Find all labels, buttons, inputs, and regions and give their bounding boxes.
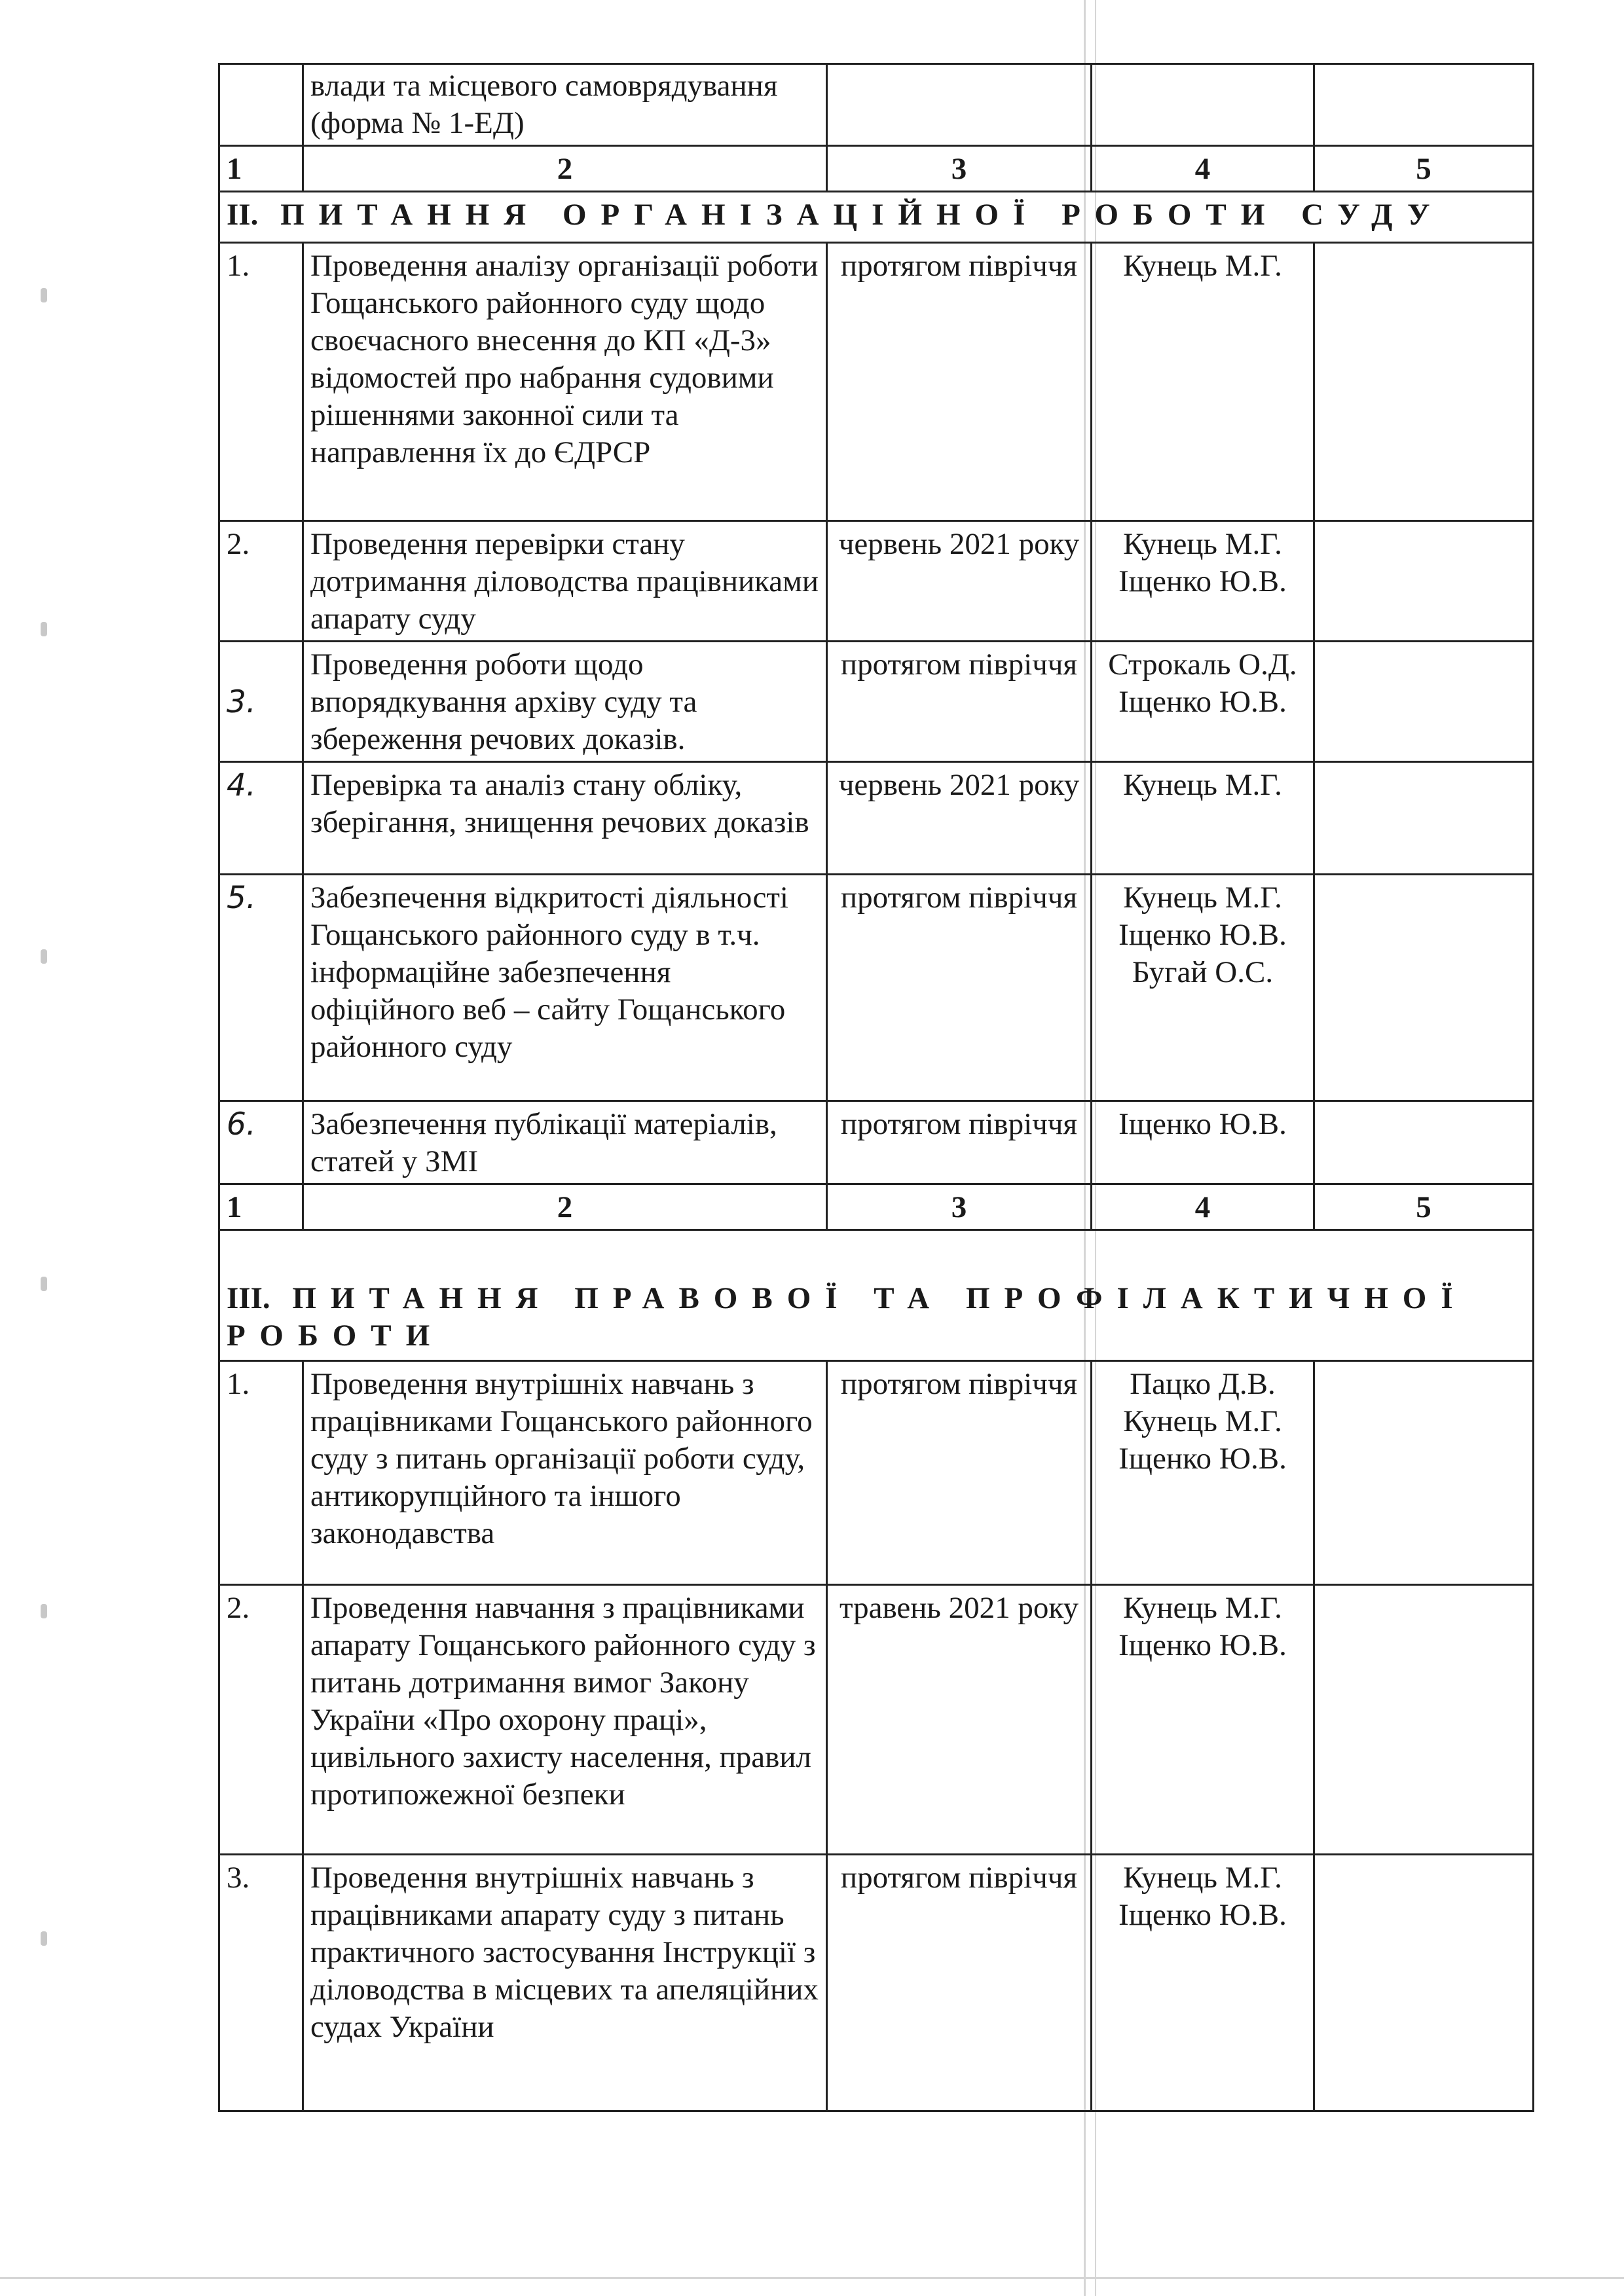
responsible-person: Бугай О.С.: [1132, 955, 1274, 989]
cell-description: Перевірка та аналіз стану обліку, зберігання, знищення речових доказів: [303, 762, 827, 875]
cell-term: протягом півріччя: [827, 1101, 1092, 1184]
cell-number: 2.: [219, 521, 303, 642]
responsible-person: Кунець М.Г.: [1123, 881, 1282, 915]
cell-note: [1314, 1855, 1534, 2111]
section-heading-row: [219, 192, 1534, 243]
responsible-person: Іщенко Ю.В.: [1118, 564, 1287, 598]
cell-term: травень 2021 року: [827, 1585, 1092, 1855]
table-row: [219, 521, 1534, 642]
responsible-person: Іщенко Ю.В.: [1118, 1442, 1287, 1476]
column-number: 5: [1314, 1184, 1534, 1230]
cell-responsible: [1092, 1585, 1314, 1855]
cell-number: 2.: [219, 1585, 303, 1855]
column-number: 3: [827, 1184, 1092, 1230]
column-number: 1: [219, 146, 303, 192]
responsible-person: Строкаль О.Д.: [1108, 647, 1297, 682]
work-plan-table: [218, 63, 1534, 2112]
column-numbers-row: [219, 146, 1534, 192]
cell-term: червень 2021 року: [827, 762, 1092, 875]
cell-number: [219, 64, 303, 146]
section-heading-row: [219, 1230, 1534, 1361]
cell-note: [1314, 1361, 1534, 1585]
cell-note: [1314, 1585, 1534, 1855]
responsible-person: Іщенко Ю.В.: [1118, 918, 1287, 952]
margin-mark: [41, 1604, 47, 1618]
responsible-person: Іщенко Ю.В.: [1118, 1628, 1287, 1662]
column-number: 2: [303, 1184, 827, 1230]
cell-note: [1314, 521, 1534, 642]
cell-description: Проведення роботи щодо впорядкування архіву суду та збереження речових доказів.: [303, 642, 827, 762]
cell-description: Забезпечення відкритості діяльності Гощанського районного суду в т.ч. інформаційне забезпечення офіційного веб – сайту Гощанського районного суду: [303, 875, 827, 1101]
margin-mark: [41, 1931, 47, 1946]
cell-responsible: [1092, 64, 1314, 146]
table-row: [219, 243, 1534, 521]
responsible-person: Кунець М.Г.: [1123, 768, 1282, 802]
cell-number: 1.: [219, 243, 303, 521]
column-number: 4: [1092, 146, 1314, 192]
table-row: [219, 762, 1534, 875]
responsible-person: Кунець М.Г.: [1123, 1861, 1282, 1895]
cell-description: Проведення аналізу організації роботи Гощанського районного суду щодо своєчасного внесення до КП «Д-3» відомостей про набрання судовими рішеннями законної сили та направлення їх до ЄДРСР: [303, 243, 827, 521]
column-number: 4: [1092, 1184, 1314, 1230]
table-row: [219, 1101, 1534, 1184]
table-row: [219, 1855, 1534, 2111]
section-title: ПИТАННЯ ОРГАНІЗАЦІЙНОЇ РОБОТИ СУДУ: [280, 198, 1445, 232]
cell-note: [1314, 762, 1534, 875]
cell-responsible: [1092, 1101, 1314, 1184]
cell-number: 3.: [219, 642, 303, 762]
cell-responsible: [1092, 1361, 1314, 1585]
cell-note: [1314, 642, 1534, 762]
cell-responsible: [1092, 762, 1314, 875]
section-number: III.: [227, 1281, 270, 1315]
column-number: 3: [827, 146, 1092, 192]
cell-note: [1314, 1101, 1534, 1184]
table-row: [219, 64, 1534, 146]
cell-responsible: [1092, 243, 1314, 521]
cell-term: протягом півріччя: [827, 875, 1092, 1101]
cell-note: [1314, 875, 1534, 1101]
cell-responsible: [1092, 642, 1314, 762]
cell-responsible: [1092, 1855, 1314, 2111]
table-row: [219, 1585, 1534, 1855]
cell-number: 1.: [219, 1361, 303, 1585]
cell-note: [1314, 64, 1534, 146]
cell-note: [1314, 243, 1534, 521]
section-number: II.: [227, 198, 259, 232]
cell-responsible: [1092, 875, 1314, 1101]
cell-term: [827, 64, 1092, 146]
scan-line: [0, 2277, 1624, 2279]
responsible-person: Іщенко Ю.В.: [1118, 685, 1287, 719]
section-title-continued: РОБОТИ: [227, 1319, 445, 1353]
cell-description: Проведення внутрішніх навчань з працівниками апарату суду з питань практичного застосування Інструкції з діловодства в місцевих та апеляційних судах України: [303, 1855, 827, 2111]
responsible-person: Кунець М.Г.: [1123, 1591, 1282, 1625]
column-number: 2: [303, 146, 827, 192]
cell-number: 5.: [219, 875, 303, 1101]
cell-number: 6.: [219, 1101, 303, 1184]
column-numbers-row: [219, 1184, 1534, 1230]
section-heading: [219, 1230, 1534, 1361]
cell-term: протягом півріччя: [827, 1855, 1092, 2111]
cell-description: влади та місцевого самоврядування (форма № 1-ЕД): [303, 64, 827, 146]
section-heading: [219, 192, 1534, 243]
responsible-person: Кунець М.Г.: [1123, 527, 1282, 561]
responsible-person: Кунець М.Г.: [1123, 249, 1282, 283]
margin-mark: [41, 288, 47, 302]
margin-mark: [41, 949, 47, 964]
table-row: [219, 642, 1534, 762]
responsible-person: Кунець М.Г.: [1123, 1404, 1282, 1438]
cell-number: 3.: [219, 1855, 303, 2111]
margin-mark: [41, 1277, 47, 1291]
cell-description: Проведення навчання з працівниками апарату Гощанського районного суду з питань дотримання вимог Закону України «Про охорону праці», цивільного захисту населення, правил протипожежної безпеки: [303, 1585, 827, 1855]
column-number: 1: [219, 1184, 303, 1230]
responsible-person: Іщенко Ю.В.: [1118, 1107, 1287, 1141]
column-number: 5: [1314, 146, 1534, 192]
cell-term: червень 2021 року: [827, 521, 1092, 642]
cell-description: Проведення внутрішніх навчань з працівниками Гощанського районного суду з питань організації роботи суду, антикорупційного та іншого законодавства: [303, 1361, 827, 1585]
margin-mark: [41, 622, 47, 636]
cell-description: Забезпечення публікації матеріалів, статей у ЗМІ: [303, 1101, 827, 1184]
cell-term: протягом півріччя: [827, 642, 1092, 762]
cell-number: 4.: [219, 762, 303, 875]
responsible-person: Іщенко Ю.В.: [1118, 1898, 1287, 1932]
cell-term: протягом півріччя: [827, 243, 1092, 521]
cell-description: Проведення перевірки стану дотримання діловодства працівниками апарату суду: [303, 521, 827, 642]
table-row: [219, 1361, 1534, 1585]
table-row: [219, 875, 1534, 1101]
cell-term: протягом півріччя: [827, 1361, 1092, 1585]
responsible-person: Пацко Д.В.: [1130, 1367, 1276, 1401]
cell-responsible: [1092, 521, 1314, 642]
section-title: ПИТАННЯ ПРАВОВОЇ ТА ПРОФІЛАКТИЧНОЇ: [292, 1281, 1467, 1315]
